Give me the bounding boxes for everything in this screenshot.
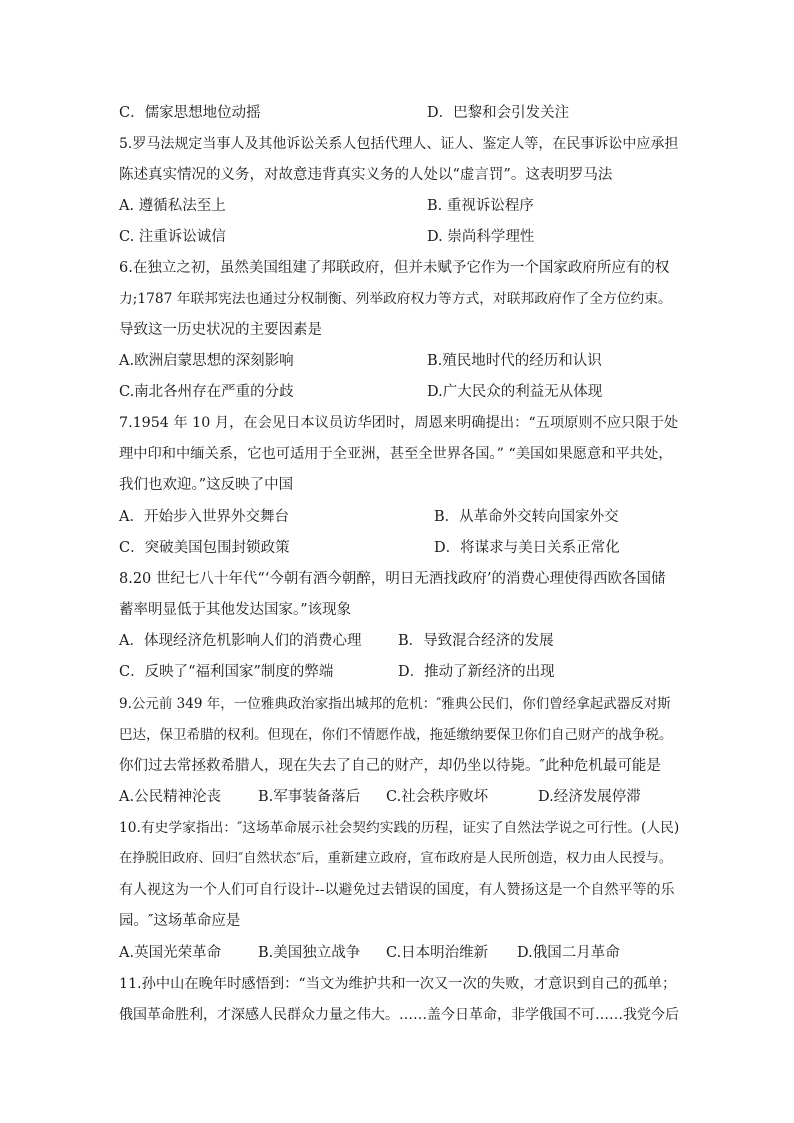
q5-option-d: D. 崇尚科学理性 xyxy=(427,229,535,245)
q10-stem-line4: 园。″这场革命应是 xyxy=(119,913,241,929)
q8-option-c: C．反映了“福利国家”制度的弊端 xyxy=(119,664,334,680)
q7-stem-line2: 理中印和中缅关系，它也可适用于全亚洲，甚至全世界各国。” “美国如果愿意和平共处， xyxy=(119,446,673,462)
q7-stem-line3: 我们也欢迎。”这反映了中国 xyxy=(119,477,294,493)
q7-option-c: C．突破美国包围封锁政策 xyxy=(119,540,290,556)
q11-stem-line2: 俄国革命胜利，才深感人民群众力量之伟大。……盖今日革命，非学俄国不可……我党今后 xyxy=(119,1007,679,1023)
q5-option-b: B. 重视诉讼程序 xyxy=(427,198,534,214)
q9-option-d: D.经济发展停滞 xyxy=(538,789,641,805)
q7-option-b: B．从革命外交转向国家外交 xyxy=(434,509,619,525)
q8-option-d: D．推动了新经济的出现 xyxy=(398,664,555,680)
q5-option-c: C. 注重诉讼诚信 xyxy=(119,229,226,245)
q6-option-b: B.殖民地时代的经历和认识 xyxy=(427,353,602,369)
q10-option-a: A.英国光荣革命 xyxy=(119,945,222,961)
q9-option-b: B.军事装备落后 xyxy=(258,789,361,805)
q4-option-d: D．巴黎和会引发关注 xyxy=(427,105,570,121)
q5-stem-line2: 陈述真实情况的义务，对故意违背真实义务的人处以“虚言罚”。这表明罗马法 xyxy=(119,167,613,183)
q9-stem-line1: 9.公元前 349 年，一位雅典政治家指出城邦的危机：″雅典公民们，你们曾经拿起武器反对斯 xyxy=(119,696,671,712)
q10-stem-line2: 在挣脱旧政府、回归″自然状态″后，重新建立政府，宣布政府是人民所创造，权力由人民授与。 xyxy=(119,851,673,866)
q9-stem-line2: 巴达，保卫希腊的权利。但现在，你们不情愿作战，拖延缴纳要保卫你们自己财产的战争税。 xyxy=(119,727,673,743)
q8-stem-line2: 蓄率明显低于其他发达国家。”该现象 xyxy=(119,602,352,618)
q10-option-b: B.美国独立战争 xyxy=(258,945,361,961)
q10-stem-line3: 有人视这为一个人们可自行设计--以避免过去错误的国度，有人赞扬这是一个自然平等的乐 xyxy=(119,882,675,898)
q6-stem-line3: 导致这一历史状况的主要因素是 xyxy=(119,322,322,338)
q6-stem-line2: 力;1787 年联邦宪法也通过分权制衡、列举政府权力等方式，对联邦政府作了全方位约束。 xyxy=(119,291,672,307)
q7-stem-line1: 7.1954 年 10 月，在会见日本议员访华团时，周恩来明确提出：“五项原则不应只限于处 xyxy=(119,415,679,431)
q6-option-d: D.广大民众的利益无从体现 xyxy=(427,384,603,400)
q7-option-d: D．将谋求与美日关系正常化 xyxy=(434,540,620,556)
q9-stem-line3: 你们过去常拯救希腊人，现在失去了自己的财产，却仍坐以待毙。″此种危机最可能是 xyxy=(119,758,661,774)
q9-option-c: C.社会秩序败坏 xyxy=(386,789,489,805)
q8-stem-line1: 8.20 世纪七八十年代“‘今朝有酒今朝醉，明日无酒找政府’的消费心理使得西欧各国储 xyxy=(119,571,666,587)
q8-option-b: B．导致混合经济的发展 xyxy=(398,633,554,649)
q10-option-d: D.俄国二月革命 xyxy=(517,945,620,961)
q10-stem-line1: 10.有史学家指出：″这场革命展示社会契约实践的历程，证实了自然法学说之可行性。(人民) xyxy=(119,820,680,836)
q9-option-a: A.公民精神沦丧 xyxy=(119,789,222,805)
q4-option-c: C．儒家思想地位动摇 xyxy=(119,105,261,121)
q6-option-a: A.欧洲启蒙思想的深刻影响 xyxy=(119,353,294,369)
q5-option-a: A. 遵循私法至上 xyxy=(119,198,226,214)
q5-stem-line1: 5.罗马法规定当事人及其他诉讼关系人包括代理人、证人、鉴定人等，在民事诉讼中应承担 xyxy=(119,136,679,152)
q6-option-c: C.南北各州存在严重的分歧 xyxy=(119,384,294,400)
q11-stem-line1: 11.孙中山在晚年时感悟到：“当文为维护共和一次又一次的失败，才意识到自己的孤单； xyxy=(119,976,677,992)
q7-option-a: A．开始步入世界外交舞台 xyxy=(119,509,289,525)
q10-option-c: C.日本明治维新 xyxy=(386,945,489,961)
q8-option-a: A．体现经济危机影响人们的消费心理 xyxy=(119,633,362,649)
q6-stem-line1: 6.在独立之初，虽然美国组建了邦联政府，但并未赋予它作为一个国家政府所应有的权 xyxy=(119,260,670,276)
